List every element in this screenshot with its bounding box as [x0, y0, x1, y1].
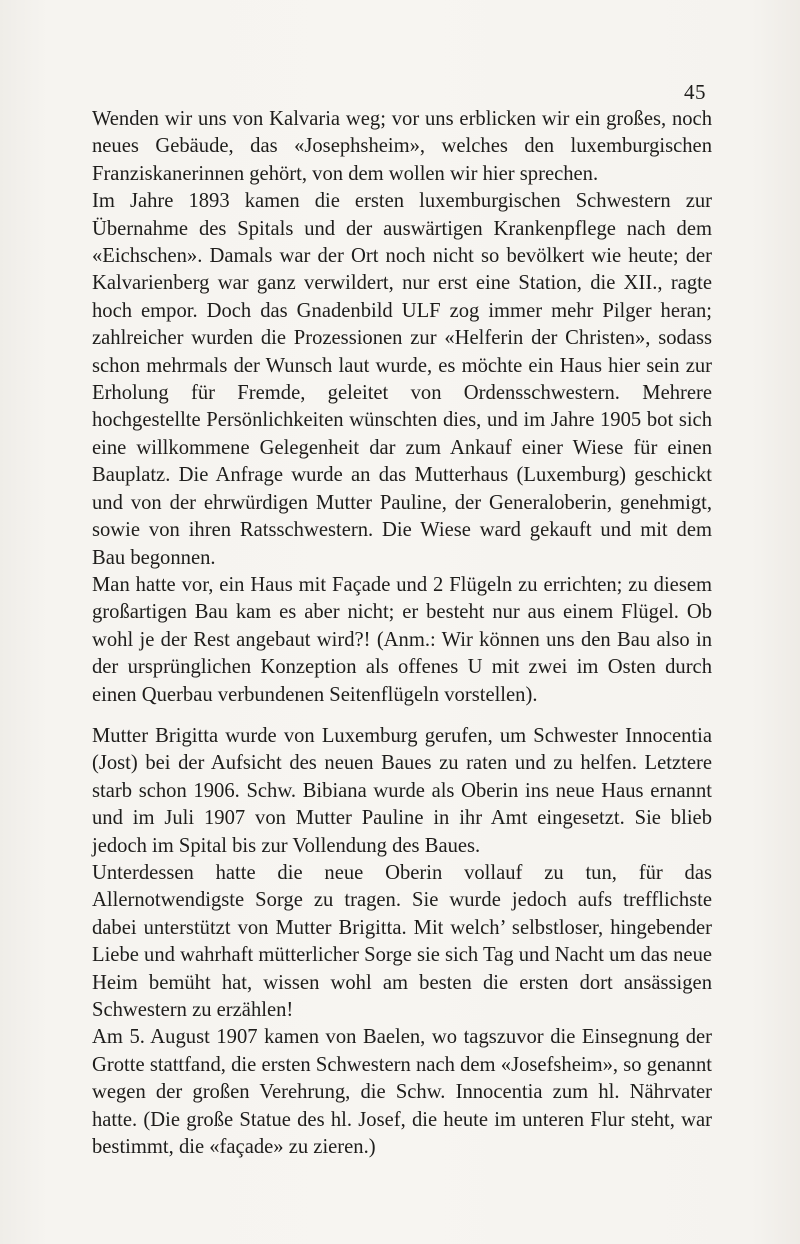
paragraph-2: Im Jahre 1893 kamen die ersten luxemburgischen Schwestern zur Übernahme des Spitals und der auswärtigen Krankenpflege nach dem «Eichschen». Damals war der Ort noch nicht so bevölkert wie heute; der Kalvarienberg war ganz verwildert, nur erst eine Station, die XII., ragte hoch empor. Doch das Gnadenbild ULF zog immer mehr Pilger heran; zahlreicher wurden die Prozessionen zur «Helferin der Christen», sodass schon mehrmals der Wunsch laut wurde, es möchte ein Haus hier sein zur Erholung für Fremde, geleitet von Ordensschwestern. Mehrere hochgestellte Persönlichkeiten wünschten dies, und im Jahre 1905 bot sich eine willkommene Gelegenheit dar zum Ankauf einer Wiese für einen Bauplatz. Die Anfrage wurde an das Mutterhaus (Luxemburg) geschickt und von der ehrwürdigen Mutter Pauline, der Generaloberin, genehmigt, sowie von ihren Ratsschwestern. Die Wiese ward gekauft und mit dem Bau begonnen.	[92, 190, 712, 569]
page-number: 45	[684, 80, 706, 104]
paragraph-1: Wenden wir uns von Kalvaria weg; vor uns erblicken wir ein großes, noch neues Gebäude, das «Josephsheim», welches den luxemburgischen Franziskanerinnen gehört, von dem wollen wir hier sprechen.	[92, 108, 712, 185]
paragraph-3: Man hatte vor, ein Haus mit Façade und 2 Flügeln zu errichten; zu diesem großartigen Bau kam es aber nicht; er besteht nur aus einem Flügel. Ob wohl je der Rest angebaut wird?! (Anm.: Wir können uns den Bau also in der ursprünglichen Konzeption als offenes U mit zwei im Osten durch einen Querbau verbundenen Seitenflügeln vorstellen).	[92, 573, 712, 706]
paragraph-5: Unterdessen hatte die neue Oberin vollauf zu tun, für das Allernotwendigste Sorge zu tragen. Sie wurde jedoch aufs trefflichste dabei unterstützt von Mutter Brigitta. Mit welch’ selbstloser, hingebender Liebe und wahrhaft mütterlicher Sorge sie sich Tag und Nacht um das neue Heim bemüht hat, wissen wohl am besten die ersten dort ansässigen Schwestern zu erzählen!	[92, 861, 713, 1021]
paragraph-4: Mutter Brigitta wurde von Luxemburg gerufen, um Schwester Innocentia (Jost) bei der Aufsicht des neuen Baues zu raten und zu helfen. Letztere starb schon 1906. Schw. Bibiana wurde als Oberin ins neue Haus ernannt und im Juli 1907 von Mutter Pauline in ihr Amt eingesetzt. Sie blieb jedoch im Spital bis zur Vollendung des Baues.	[92, 724, 712, 857]
paragraph-6: Am 5. August 1907 kamen von Baelen, wo tagszuvor die Einsegnung der Grotte stattfand, die ersten Schwestern nach dem «Josefsheim», so genannt wegen der großen Verehrung, die Schw. Innocentia zum hl. Nährvater hatte. (Die große Statue des hl. Josef, die heute im unteren Flur steht, war bestimmt, die «façade» zu zieren.)	[92, 1026, 712, 1159]
body-text	[92, 106, 712, 1161]
